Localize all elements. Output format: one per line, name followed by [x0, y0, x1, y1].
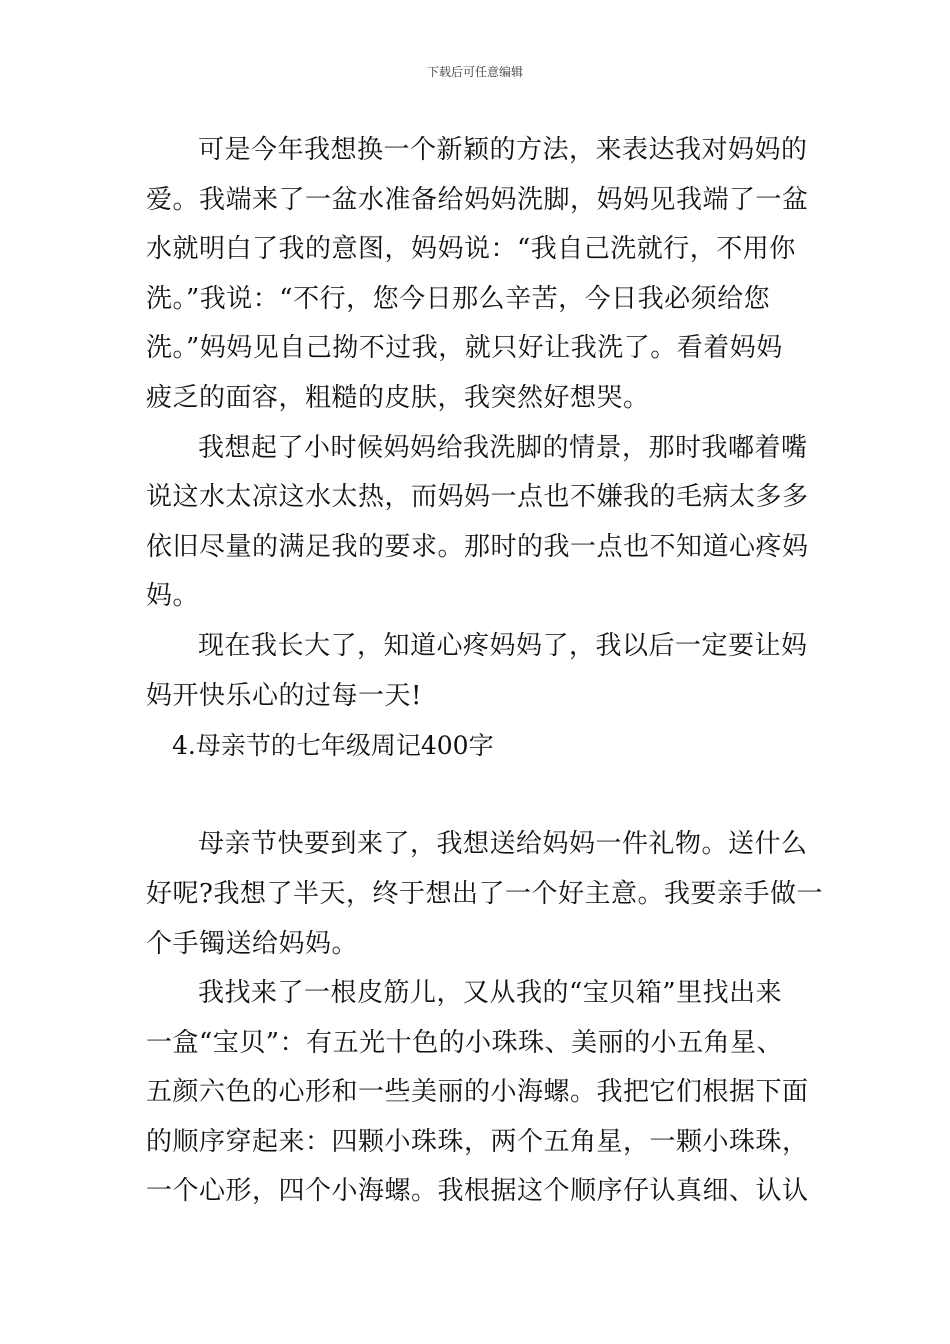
- text-line: 依旧尽量的满足我的要求。那时的我一点也不知道心疼妈: [146, 531, 809, 562]
- text-line: 好呢?我想了半天，终于想出了一个好主意。我要亲手做一: [146, 878, 823, 909]
- paragraph: [146, 969, 810, 1217]
- section-heading: 4.母亲节的七年级周记400字: [172, 731, 494, 761]
- text-line: 洗。”妈妈见自己拗不过我，就只好让我洗了。看着妈妈: [146, 333, 783, 364]
- paragraph: [146, 820, 823, 969]
- blank-gap: [146, 771, 810, 821]
- text-line: 说这水太凉这水太热，而妈妈一点也不嫌我的毛病太多多: [146, 482, 809, 513]
- text-line: 疲乏的面容，粗糙的皮肤，我突然好想哭。: [146, 382, 650, 413]
- text-line: 五颜六色的心形和一些美丽的小海螺。我把它们根据下面: [146, 1077, 809, 1108]
- document-body: [146, 126, 823, 1217]
- text-line: 一个心形，四个小海螺。我根据这个顺序仔认真细、认认: [146, 1176, 809, 1207]
- text-line: 可是今年我想换一个新颖的方法，来表达我对妈妈的: [198, 135, 808, 165]
- paragraph: [146, 424, 810, 622]
- text-line: 的顺序穿起来：四颗小珠珠，两个五角星，一颗小珠珠，: [146, 1126, 809, 1157]
- text-line: 现在我长大了，知道心疼妈妈了，我以后一定要让妈: [198, 630, 808, 661]
- text-line: 我找来了一根皮筋儿，又从我的“宝贝箱”里找出来: [198, 978, 783, 1009]
- text-line: 妈。: [146, 581, 200, 612]
- page-header: 下载后可任意编辑: [426, 65, 523, 79]
- text-line: 洗。”我说：“不行，您今日那么辛苦，今日我必须给您: [146, 283, 771, 314]
- text-line: 个手镯送给妈妈。: [146, 928, 359, 959]
- text-line: 水就明白了我的意图，妈妈说：“我自己洗就行，不用你: [146, 234, 796, 265]
- text-line: 妈开快乐心的过每一天!: [146, 680, 422, 711]
- text-line: 我想起了小时候妈妈给我洗脚的情景，那时我嘟着嘴: [198, 432, 808, 463]
- paragraph: [146, 622, 810, 721]
- text-line: 一盒“宝贝”：有五光十色的小珠珠、美丽的小五角星、: [146, 1027, 784, 1058]
- paragraph: [146, 126, 810, 424]
- text-line: 母亲节快要到来了，我想送给妈妈一件礼物。送什么: [198, 829, 808, 860]
- text-line: 爱。我端来了一盆水准备给妈妈洗脚，妈妈见我端了一盆: [146, 184, 809, 215]
